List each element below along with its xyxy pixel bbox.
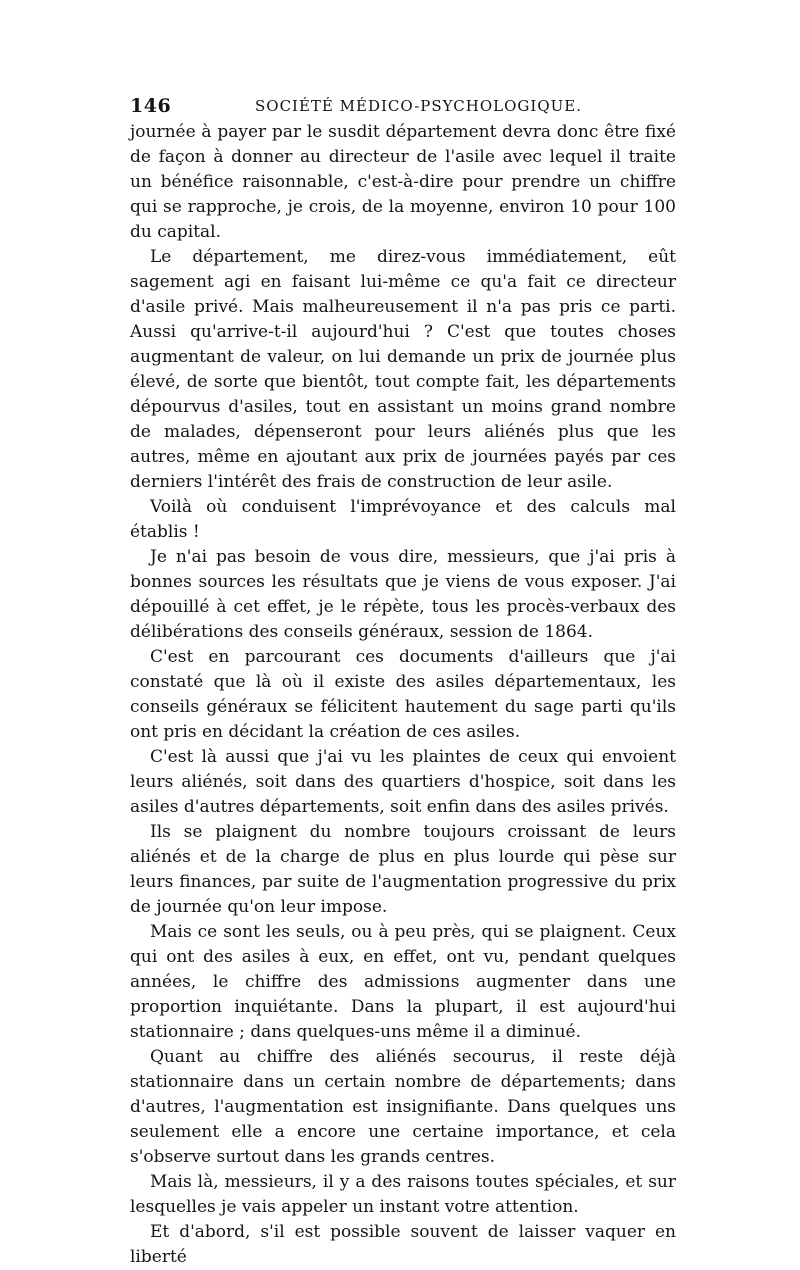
paragraph: Ils se plaignent du nombre toujours croissant de leurs aliénés et de la charge de plus en plus lourde qui pèse sur leurs finances, par suite de l'augmentation progressive du prix de journée qu'on leur impose. xyxy=(130,822,676,917)
paragraph: Quant au chiffre des aliénés secourus, il reste déjà stationnaire dans un certain nombre de départements; dans d'autres, l'augmentation est insignifiante. Dans quelques uns seulement elle a encore une certaine importance, et cela s'observe surtout dans les grands centres. xyxy=(130,1047,676,1167)
paragraph-last-line: Et d'abord, s'il est possible souvent de laisser vaquer en liberté xyxy=(130,1222,676,1267)
paragraph: Mais ce sont les seuls, ou à peu près, qui se plaignent. Ceux qui ont des asiles à eux, en effet, ont vu, pendant quelques années, le chiffre des admissions augmenter dans une proportion inquiétante. Dans la plupart, il est aujourd'hui stationnaire ; dans quelques-uns même il a diminué. xyxy=(130,922,676,1042)
paragraph: C'est là aussi que j'ai vu les plaintes de ceux qui envoient leurs aliénés, soit dans des quartiers d'hospice, soit dans les asiles d'autres départements, soit enfin dans des asiles privés. xyxy=(130,747,676,817)
page-number: 146 xyxy=(130,95,172,117)
running-header xyxy=(130,92,676,120)
paragraph: C'est en parcourant ces documents d'ailleurs que j'ai constaté que là où il existe des asiles départementaux, les conseils généraux se félicitent hautement du sage parti qu'ils ont pris en décidant la création de ces asiles. xyxy=(130,647,676,742)
paragraph: Le département, me direz-vous immédiatement, eût sagement agi en faisant lui-même ce qu'a fait ce directeur d'asile privé. Mais malheureusement il n'a pas pris ce parti. Aussi qu'arrive-t-il aujourd'hui ? C'est que toutes choses augmentant de valeur, on lui demande un prix de journée plus élevé, de sorte que bientôt, tout compte fait, les départements dépourvus d'asiles, tout en assistant un moins grand nombre de malades, dépenseront pour leurs aliénés plus que les autres, même en ajoutant aux prix de journées payés par ces derniers l'intérêt des frais de construction de leur asile. xyxy=(130,247,676,492)
paragraph-continuation: journée à payer par le susdit département devra donc être fixé de façon à donner au directeur de l'asile avec lequel il traite un bénéfice raisonnable, c'est-à-dire pour prendre un chiffre qui se rapproche, je crois, de la moyenne, environ 10 pour 100 du capital. xyxy=(130,122,676,242)
running-title: SOCIÉTÉ MÉDICO-PSYCHOLOGIQUE. xyxy=(255,97,582,115)
book-page xyxy=(130,92,676,1270)
paragraph: Je n'ai pas besoin de vous dire, messieurs, que j'ai pris à bonnes sources les résultats que je viens de vous exposer. J'ai dépouillé à cet effet, je le répète, tous les procès-verbaux des délibérations des conseils généraux, session de 1864. xyxy=(130,547,676,642)
paragraph: Voilà où conduisent l'imprévoyance et des calculs mal établis ! xyxy=(130,497,676,542)
body-text xyxy=(130,120,676,1270)
paragraph: Mais là, messieurs, il y a des raisons toutes spéciales, et sur lesquelles je vais appeler un instant votre attention. xyxy=(130,1172,676,1217)
